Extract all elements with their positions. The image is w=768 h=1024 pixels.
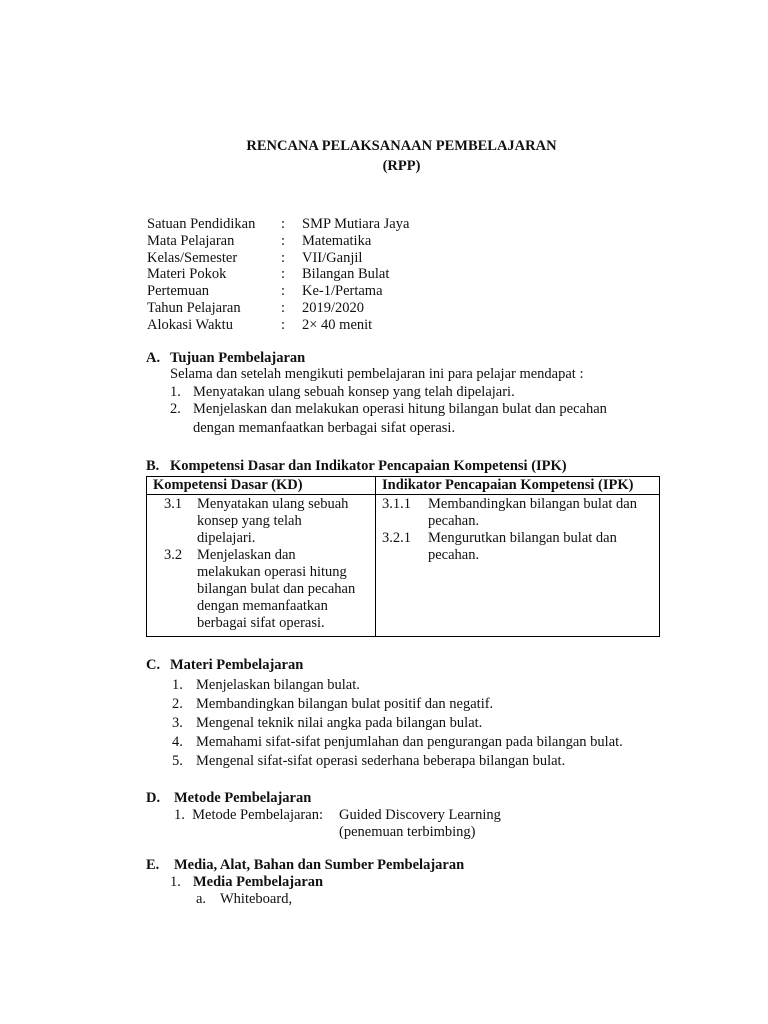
- identity-value: 2× 40 menit: [302, 317, 373, 333]
- identity-label: Materi Pokok: [147, 266, 227, 282]
- section-e-heading: Media, Alat, Bahan dan Sumber Pembelajaran: [174, 857, 465, 873]
- list-item-text: Whiteboard,: [220, 891, 293, 907]
- ipk-text: [428, 496, 659, 530]
- kd-text: [197, 547, 375, 632]
- ipk-line: Mengurutkan bilangan bulat dan: [428, 530, 617, 546]
- identity-label: Kelas/Semester: [147, 250, 238, 266]
- section-a-heading: Tujuan Pembelajaran: [170, 350, 306, 366]
- list-item-text: dengan memanfaatkan berbagai sifat operasi.: [193, 420, 456, 436]
- list-item-number: 5.: [172, 753, 183, 769]
- method-value: Guided Discovery Learning: [339, 807, 501, 823]
- ipk-number: 3.2.1: [382, 530, 411, 546]
- kd-line: bilangan bulat dan pecahan: [197, 581, 356, 597]
- kd-line: berbagai sifat operasi.: [197, 615, 325, 631]
- identity-label: Satuan Pendidikan: [147, 216, 256, 232]
- subsection-heading: Media Pembelajaran: [193, 874, 324, 890]
- list-item-number: 3.: [172, 715, 183, 731]
- identity-colon: :: [281, 216, 286, 232]
- kd-number: 3.1: [164, 496, 183, 512]
- competency-table: [146, 476, 660, 637]
- list-item-letter: a.: [196, 891, 207, 907]
- identity-value: Bilangan Bulat: [302, 266, 390, 282]
- list-item-number: 4.: [172, 734, 183, 750]
- list-item-number: 1.: [172, 677, 183, 693]
- ipk-text: [428, 530, 659, 564]
- kd-item: [147, 496, 375, 547]
- identity-colon: :: [281, 250, 286, 266]
- list-item-text: Mengenal sifat-sifat operasi sederhana beberapa bilangan bulat.: [196, 753, 566, 769]
- list-item-text: Menjelaskan bilangan bulat.: [196, 677, 360, 693]
- list-item-number: 2.: [172, 696, 183, 712]
- kd-text: [197, 496, 375, 547]
- kd-item: [147, 547, 375, 632]
- list-item-number: 2.: [170, 401, 181, 417]
- subsection-number: 1.: [170, 874, 181, 890]
- list-item-number: 1.: [170, 384, 181, 400]
- method-value-note: (penemuan terbimbing): [339, 824, 476, 840]
- identity-value: Matematika: [302, 233, 372, 249]
- list-item-text: Mengenal teknik nilai angka pada bilangan bulat.: [196, 715, 483, 731]
- list-item-text: Membandingkan bilangan bulat positif dan negatif.: [196, 696, 494, 712]
- identity-label: Alokasi Waktu: [147, 317, 233, 333]
- section-a-intro: Selama dan setelah mengikuti pembelajaran ini para pelajar mendapat :: [170, 366, 584, 382]
- section-b-heading: Kompetensi Dasar dan Indikator Pencapaian Kompetensi (IPK): [170, 458, 567, 474]
- ipk-item: [376, 530, 659, 564]
- kd-line: Menyatakan ulang sebuah: [197, 496, 349, 512]
- identity-colon: :: [281, 317, 286, 333]
- table-header-ipk: Indikator Pencapaian Kompetensi (IPK): [376, 477, 660, 495]
- identity-value: VII/Ganjil: [302, 250, 363, 266]
- identity-colon: :: [281, 283, 286, 299]
- kd-number: 3.2: [164, 547, 183, 563]
- section-d-heading: Metode Pembelajaran: [174, 790, 312, 806]
- section-b-letter: B.: [146, 458, 160, 474]
- section-c-letter: C.: [146, 657, 161, 673]
- kd-cell: [147, 495, 376, 637]
- identity-value: Ke-1/Pertama: [302, 283, 383, 299]
- kd-line: dipelajari.: [197, 530, 256, 546]
- method-label: 1. Metode Pembelajaran:: [174, 807, 323, 823]
- identity-label: Pertemuan: [147, 283, 210, 299]
- section-d-letter: D.: [146, 790, 161, 806]
- identity-value: SMP Mutiara Jaya: [302, 216, 410, 232]
- identity-colon: :: [281, 233, 286, 249]
- table-header-kd: Kompetensi Dasar (KD): [147, 477, 376, 495]
- list-item-text: Memahami sifat-sifat penjumlahan dan pengurangan pada bilangan bulat.: [196, 734, 623, 750]
- ipk-line: pecahan.: [428, 547, 480, 563]
- kd-line: dengan memanfaatkan: [197, 598, 328, 614]
- list-item-text: Menyatakan ulang sebuah konsep yang telah dipelajari.: [193, 384, 515, 400]
- kd-line: melakukan operasi hitung: [197, 564, 347, 580]
- identity-label: Tahun Pelajaran: [147, 300, 241, 316]
- ipk-line: Membandingkan bilangan bulat dan: [428, 496, 637, 512]
- identity-colon: :: [281, 300, 286, 316]
- ipk-item: [376, 496, 659, 530]
- ipk-line: pecahan.: [428, 513, 480, 529]
- section-c-heading: Materi Pembelajaran: [170, 657, 304, 673]
- ipk-cell: [376, 495, 660, 637]
- section-a-letter: A.: [146, 350, 161, 366]
- kd-line: Menjelaskan dan: [197, 547, 296, 563]
- document-subtitle: (RPP): [382, 158, 421, 174]
- kd-line: konsep yang telah: [197, 513, 302, 529]
- identity-value: 2019/2020: [302, 300, 365, 316]
- identity-colon: :: [281, 266, 286, 282]
- section-e-letter: E.: [146, 857, 160, 873]
- identity-label: Mata Pelajaran: [147, 233, 235, 249]
- document-title: RENCANA PELAKSANAAN PEMBELAJARAN: [246, 138, 557, 154]
- ipk-number: 3.1.1: [382, 496, 411, 512]
- list-item-text: Menjelaskan dan melakukan operasi hitung bilangan bulat dan pecahan: [193, 401, 607, 417]
